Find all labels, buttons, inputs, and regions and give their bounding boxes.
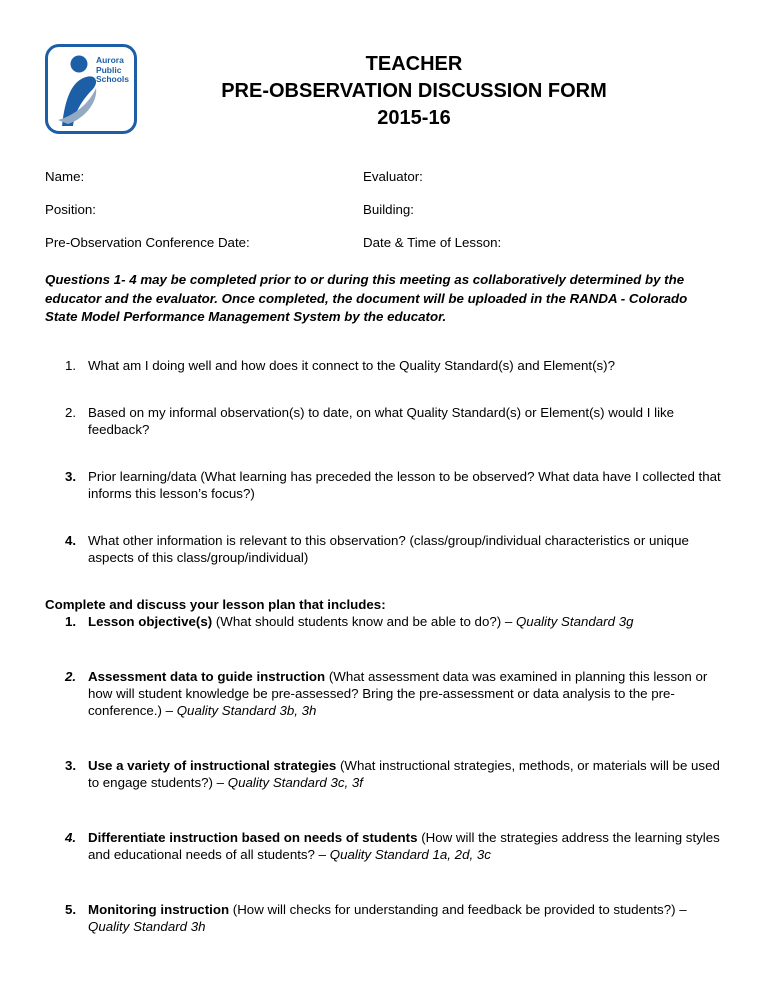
lesson-item-text [88, 668, 723, 719]
lesson-plan-item-4 [65, 829, 723, 863]
lesson-item-number: 4. [65, 829, 77, 845]
question-item-1 [65, 357, 723, 374]
lesson-item-quality-standard: Quality Standard 1a, 2d, 3c [329, 846, 491, 862]
aps-logo-text-line: Schools [95, 74, 129, 84]
lesson-plan-item-1 [65, 613, 723, 630]
question-text: Prior learning/data (What learning has preceded the lesson to be observed? What data have I collected that informs this lesson’s focus?) [88, 468, 721, 501]
lesson-item-bold-text: Lesson objective(s) [88, 613, 213, 629]
lesson-item-text [88, 829, 723, 863]
lesson-item-bold-text: Differentiate instruction based on needs of students [88, 829, 418, 845]
lesson-item-bold-text: Assessment data to guide instruction [88, 668, 326, 684]
question-item-3 [65, 468, 723, 502]
question-number: 1. [65, 357, 77, 373]
lesson-item-normal-text: (How will checks for understanding and feedback be provided to students?) – [229, 901, 687, 917]
name-label: Name: [45, 169, 85, 184]
aps-logo-text-line: Public [95, 64, 122, 75]
question-item-2 [65, 404, 723, 438]
lesson-item-number: 2. [65, 668, 77, 684]
lesson-item-number: 5. [65, 901, 77, 917]
lesson-item-text [88, 613, 633, 630]
lesson-item-bold-text: Monitoring instruction [88, 901, 230, 917]
field-row-dates [45, 234, 723, 251]
lesson-item-quality-standard: Quality Standard 3c, 3f [227, 774, 363, 790]
question-text: What am I doing well and how does it connect to the Quality Standard(s) and Element(s)? [88, 357, 615, 373]
lesson-plan-heading: Complete and discuss your lesson plan that includes: [45, 596, 386, 612]
instructions-paragraph: Questions 1- 4 may be completed prior to or during this meeting as collaboratively determined by the educator and the evaluator. Once completed, the document will be uploaded in the RANDA - Colorado State Model Performance Management System by the educator. [45, 272, 688, 324]
lesson-plan-item-3 [65, 757, 723, 791]
lesson-item-normal-text: (How will the strategies address the learning styles and educational needs of all students? – [88, 829, 720, 862]
lesson-plan-item-2 [65, 668, 723, 719]
aurora-public-schools-logo [45, 44, 137, 134]
question-text: Based on my informal observation(s) to date, on what Quality Standard(s) or Element(s) would I like feedback? [88, 404, 675, 437]
lesson-item-quality-standard: Quality Standard 3b, 3h [176, 702, 317, 718]
aps-logo-text [96, 56, 129, 85]
lesson-item-text [88, 901, 723, 935]
aps-logo-text-line: Aurora [95, 55, 124, 65]
question-number: 4. [65, 532, 77, 548]
building-label: Building: [363, 202, 415, 217]
lesson-item-normal-text: (What should students know and be able to do?) – [212, 613, 516, 629]
lesson-plan-list [45, 613, 723, 935]
title-line-3: 2015-16 [377, 107, 451, 129]
position-label: Position: [45, 202, 96, 217]
header-fields [45, 168, 723, 251]
lesson-item-normal-text: (What assessment data was examined in planning this lesson or how will student knowledge be pre-assessed? Bring the pre-assessment or data analysis to the pre-conference.) – [88, 668, 708, 718]
field-row-name-evaluator [45, 168, 723, 185]
question-number: 3. [65, 468, 77, 484]
lesson-item-quality-standard: Quality Standard 3h [88, 918, 206, 934]
field-row-position-building [45, 201, 723, 218]
lesson-item-normal-text: (What instructional strategies, methods, or materials will be used to engage students?) – [88, 757, 720, 790]
lesson-item-quality-standard: Quality Standard 3g [515, 613, 634, 629]
conference-date-label: Pre-Observation Conference Date: [45, 235, 250, 250]
evaluator-label: Evaluator: [363, 169, 423, 184]
title-line-2: PRE-OBSERVATION DISCUSSION FORM [221, 80, 607, 102]
title-line-1: TEACHER [365, 53, 463, 75]
question-item-4 [65, 532, 723, 566]
question-number: 2. [65, 404, 77, 420]
questions-list [45, 357, 723, 566]
question-text: What other information is relevant to this observation? (class/group/individual characteristics or unique aspects of this class/group/individual) [88, 532, 689, 565]
lesson-item-bold-text: Use a variety of instructional strategies [88, 757, 337, 773]
lesson-item-number: 3. [65, 757, 77, 773]
document-title [45, 51, 723, 132]
lesson-plan-item-5 [65, 901, 723, 935]
lesson-datetime-label: Date & Time of Lesson: [363, 235, 502, 250]
lesson-item-text [88, 757, 723, 791]
lesson-item-number: 1. [65, 613, 77, 629]
